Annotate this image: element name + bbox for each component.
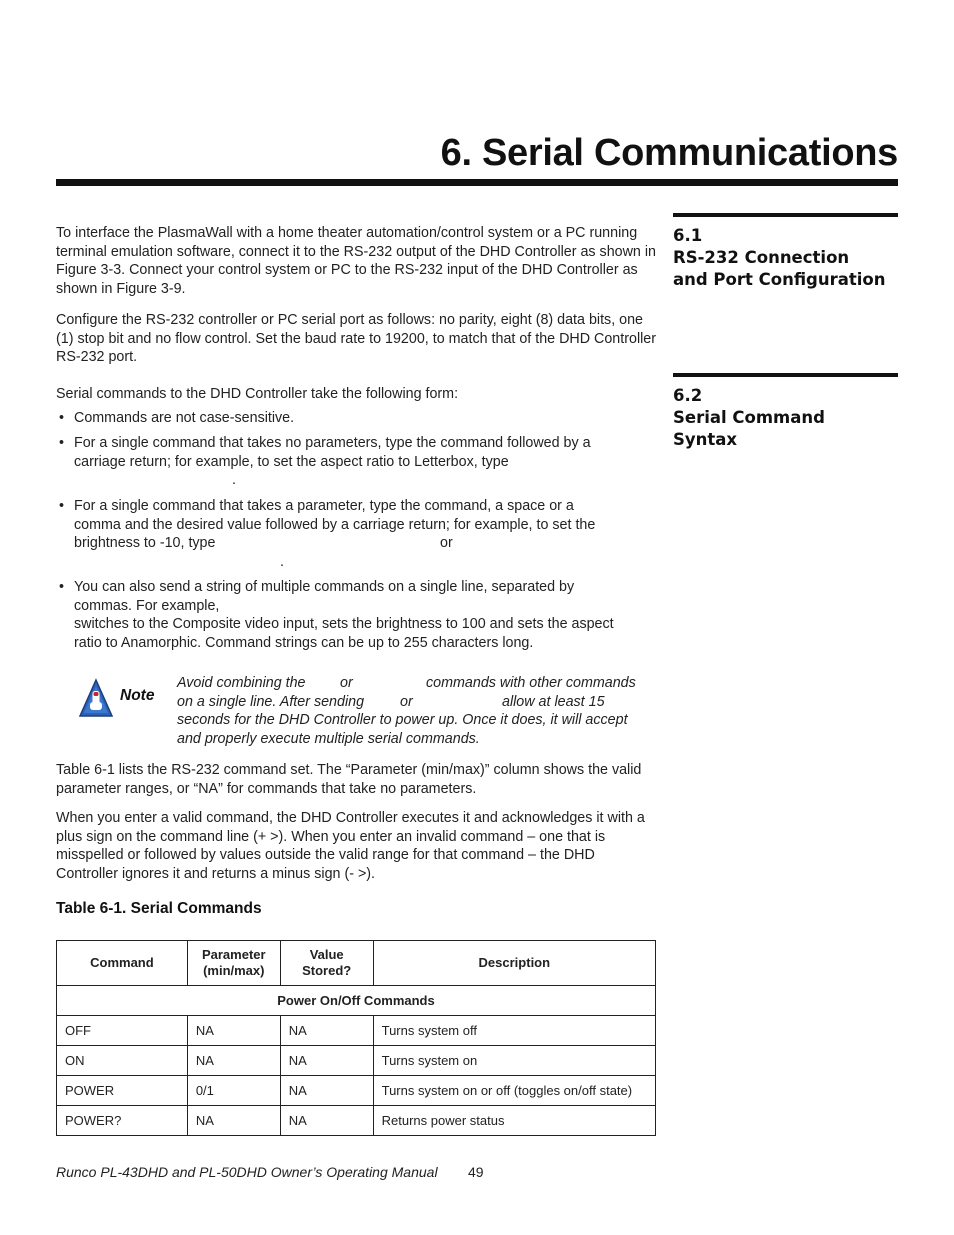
table-section-row: [57, 986, 656, 1016]
section-6-2-intro: Serial commands to the DHD Controller take the following form:: [56, 386, 459, 402]
section-6-1-number: 6.1: [673, 226, 703, 245]
cell-param: NA: [187, 1106, 280, 1136]
section-6-2-number: 6.2: [673, 386, 703, 405]
table-row: [57, 1076, 656, 1106]
cell-param: 0/1: [187, 1076, 280, 1106]
cell-stored: NA: [280, 1046, 373, 1076]
cell-description: Turns system off: [373, 1016, 655, 1046]
header-value-stored: Value Stored?: [280, 941, 373, 986]
cell-description: Turns system on: [373, 1046, 655, 1076]
cell-command: ON: [57, 1046, 188, 1076]
bullet-case-sensitivity: • Commands are not case-sensitive.: [59, 410, 295, 426]
note-text: Avoid combining the or commands with other commands on a single line. After sending or allow at least 15 seconds for the DHD Controller to power up. Once it does, it will accept and properly execute multiple serial commands.: [177, 675, 636, 748]
bullet-no-parameter: • For a single command that takes no parameters, type the command followed by a carriage return; for example, to set the aspect ratio to Letterbox, type .: [59, 435, 591, 489]
section-power-commands: Power On/Off Commands: [57, 986, 656, 1016]
bullet-with-parameter: • For a single command that takes a parameter, type the command, a space or a comma and the desired value followed by a carriage return; for example, to set the brightness to -10, type or .: [59, 498, 596, 571]
bullet-command-strings: • You can also send a string of multiple commands on a single line, separated by commas. For example, switches to the Composite video input, sets the brightness to 100 and sets the aspect ratio to Anamorphic. Command strings can be up to 255 characters long.: [59, 579, 614, 652]
header-description: Description: [373, 941, 655, 986]
cell-stored: NA: [280, 1076, 373, 1106]
cell-stored: NA: [280, 1106, 373, 1136]
header-parameter: Parameter (min/max): [187, 941, 280, 986]
note-callout: [56, 674, 656, 746]
chapter-title: 6. Serial Communications: [440, 132, 898, 174]
section-6-1-para1: To interface the PlasmaWall with a home theater automation/control system or a PC running terminal emulation software, connect it to the RS-232 output of the DHD Controller as shown in Figure 3-3. Connect your control system or PC to the RS-232 input of the DHD Controller as shown in Figure 3-9.: [56, 225, 656, 298]
section-6-2-rule: [673, 373, 898, 377]
cell-description: Turns system on or off (toggles on/off state): [373, 1076, 655, 1106]
table-row: [57, 1106, 656, 1136]
section-6-1-heading: [673, 225, 913, 291]
section-6-2-heading: [673, 385, 913, 451]
section-6-2-title-line1: Serial Command: [673, 408, 825, 427]
cell-param: NA: [187, 1046, 280, 1076]
section-6-1-rule: [673, 213, 898, 217]
cell-description: Returns power status: [373, 1106, 655, 1136]
cell-command: POWER: [57, 1076, 188, 1106]
section-6-1-title-line2: and Port Configuration: [673, 270, 886, 289]
para-acknowledgement: When you enter a valid command, the DHD Controller executes it and acknowledges it with a plus sign on the command line (+ >). When you enter an invalid command – one that is misspelled or followed by values outside the valid range for that command – the DHD Controller ignores it and returns a minus sign (- >).: [56, 810, 645, 883]
chapter-rule: [56, 179, 898, 186]
section-6-1-para2: Configure the RS-232 controller or PC serial port as follows: no parity, eight (8) data bits, one (1) stop bit and no flow control. Set the baud rate to 19200, to match that of the DHD Controller RS-232 port.: [56, 312, 657, 366]
table-caption: Table 6-1. Serial Commands: [56, 900, 262, 917]
cell-param: NA: [187, 1016, 280, 1046]
table-row: [57, 1046, 656, 1076]
para-table-intro: Table 6-1 lists the RS-232 command set. The “Parameter (min/max)” column shows the valid parameter ranges, or “NA” for commands that take no parameters.: [56, 762, 642, 797]
section-6-1-title-line1: RS-232 Connection: [673, 248, 850, 267]
cell-stored: NA: [280, 1016, 373, 1046]
serial-commands-table: [56, 940, 656, 1136]
note-label: Note: [120, 687, 155, 704]
cell-command: OFF: [57, 1016, 188, 1046]
header-command: Command: [57, 941, 188, 986]
page-number: 49: [468, 1164, 484, 1180]
table-row: [57, 1016, 656, 1046]
cell-command: POWER?: [57, 1106, 188, 1136]
pointing-hand-warning-icon: [78, 678, 114, 718]
section-6-2-title-line2: Syntax: [673, 430, 738, 449]
footer-manual-title: Runco PL-43DHD and PL-50DHD Owner’s Operating Manual: [56, 1164, 438, 1180]
table-header-row: [57, 941, 656, 986]
